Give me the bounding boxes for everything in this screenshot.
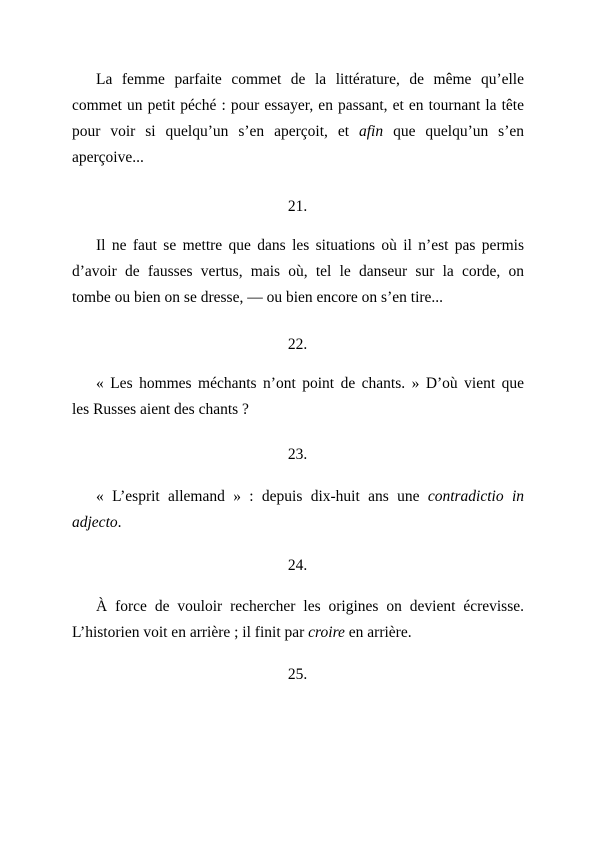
emphasis: afin — [358, 123, 384, 140]
text-line: « Les hommes méchants n’ont point de chants. » D’où vient que — [96, 375, 524, 392]
paragraph-aphorism-22 — [72, 371, 524, 423]
aphorism-number: 24. — [287, 557, 308, 574]
text-line: commet un petit péché : pour essayer, en passant, et en tournant la tête — [72, 97, 524, 114]
emphasis: contradictio in — [427, 488, 524, 505]
aphorism-number: 23. — [287, 446, 308, 463]
text-line: Il ne faut se mettre que dans les situations où il n’est pas permis — [96, 237, 524, 254]
text-line — [72, 510, 524, 536]
text-line: À force de vouloir rechercher les origines on devient écrevisse. — [96, 598, 524, 615]
text-line: d’avoir de fausses vertus, mais où, tel le danseur sur la corde, on — [72, 263, 524, 280]
text-line: La femme parfaite commet de la littérature, de même qu’elle — [96, 71, 524, 88]
aphorism-number: 22. — [287, 336, 308, 353]
text-line — [72, 484, 524, 510]
text-fragment: que quelqu’un s’en — [393, 123, 525, 140]
text-fragment: pour voir si quelqu’un s’en aperçoit, et — [72, 123, 350, 140]
text-fragment: en arrière. — [348, 624, 412, 641]
aphorism-number: 21. — [287, 198, 308, 215]
paragraph-aphorism-24 — [72, 594, 524, 646]
paragraph-aphorism-20 — [72, 67, 524, 171]
paragraph-aphorism-23 — [72, 484, 524, 536]
text-fragment: L’historien voit en arrière ; il finit par — [72, 624, 305, 641]
emphasis: croire — [308, 624, 345, 641]
paragraph-aphorism-21 — [72, 233, 524, 311]
text-fragment: . — [117, 514, 122, 531]
text-line — [72, 620, 524, 646]
aphorism-number: 25. — [287, 666, 308, 683]
text-line: aperçoive... — [72, 149, 144, 166]
text-line: les Russes aient des chants ? — [72, 401, 249, 418]
emphasis: adjecto — [72, 514, 118, 531]
text-line: tombe ou bien on se dresse, — ou bien encore on s’en tire... — [72, 289, 444, 306]
text-line — [72, 119, 524, 145]
text-fragment: « L’esprit allemand » : depuis dix-huit ans une — [96, 488, 420, 505]
